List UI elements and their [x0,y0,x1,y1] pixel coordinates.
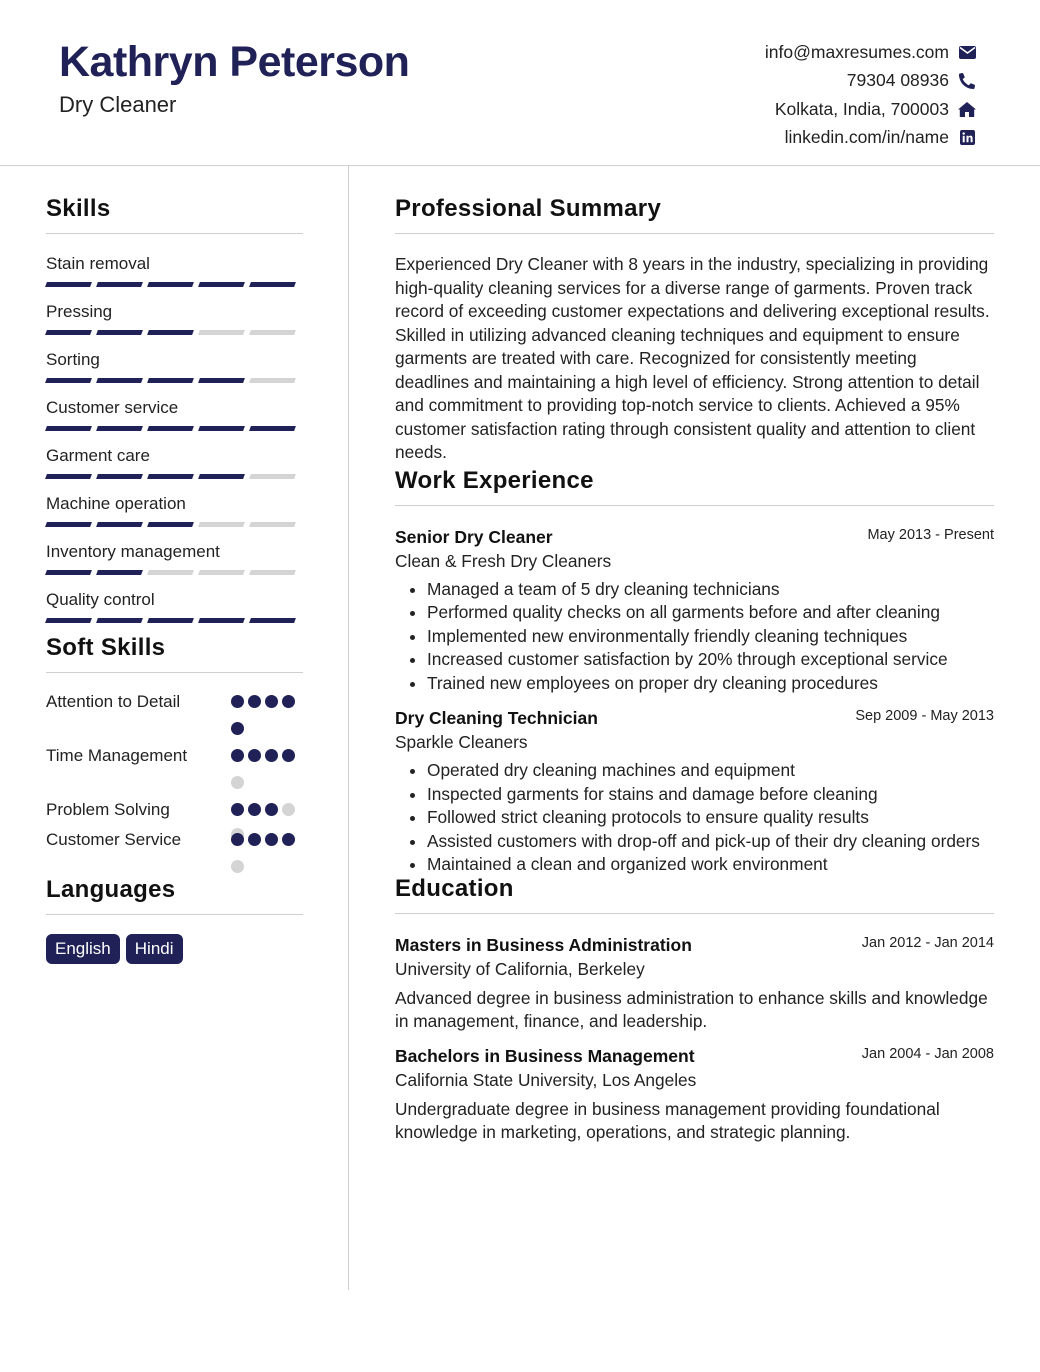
experience-list [395,525,994,877]
school-name: California State University, Los Angeles [395,1069,697,1090]
rating-dot [265,833,278,846]
skill-level-segment [249,618,296,623]
skill-level-segment [249,378,296,383]
skill-item [46,349,303,383]
skill-level-segment [147,618,194,623]
skill-level-segment [96,522,143,527]
contact-linkedin[interactable] [765,124,976,153]
skill-level-bar [46,426,303,431]
skill-level-bar [46,378,303,383]
rating-dot [231,776,244,789]
skill-level-segment [249,474,296,479]
languages-list [46,934,303,964]
skill-level-segment [198,570,245,575]
education-entry [395,1044,994,1145]
rating-dot [231,833,244,846]
rating-dot [231,749,244,762]
skill-item [46,301,303,335]
left-column [46,195,303,964]
rating-dot [248,695,261,708]
education-date: Jan 2012 - Jan 2014 [861,934,994,951]
rating-dot [265,749,278,762]
skill-item [46,253,303,287]
skill-level-bar [46,570,303,575]
education-date: Jan 2004 - Jan 2008 [861,1045,994,1062]
skill-name: Machine operation [46,494,186,513]
experience-heading: Work Experience [395,467,994,506]
skill-level-segment [249,426,296,431]
soft-skill-item [46,744,303,798]
job-company: Clean & Fresh Dry Cleaners [395,550,612,571]
phone-icon [958,72,976,90]
skills-heading: Skills [46,195,303,234]
education-heading: Education [395,875,994,914]
skill-level-segment [45,474,92,479]
right-column [395,195,994,1145]
skill-level-segment [249,570,296,575]
education-entry [395,933,994,1034]
responsibility-item: • Inspected garments for stains and damage before cleaning [427,783,994,807]
skill-level-segment [45,522,92,527]
language-badge: Hindi [126,934,183,964]
education-list [395,933,994,1145]
rating-dot [282,695,295,708]
rating-dot [282,833,295,846]
school-name: University of California, Berkeley [395,958,645,979]
education-description: Undergraduate degree in business management providing foundational knowledge in marketing, operations, and strategic planning. [395,1098,940,1142]
skill-level-segment [45,282,92,287]
resume-header [0,0,1040,166]
contact-linkedin-text[interactable]: linkedin.com/in/name [784,127,949,148]
skill-item [46,445,303,479]
job-title: Senior Dry Cleaner [395,526,553,547]
rating-dot [231,695,244,708]
skill-level-segment [45,618,92,623]
candidate-name: Kathryn Peterson [59,38,410,86]
job-date: May 2013 - Present [867,526,994,543]
soft-skill-item [46,798,303,828]
skill-level-segment [45,426,92,431]
skill-level-segment [198,378,245,383]
rating-dot [231,860,244,873]
skill-level-segment [147,426,194,431]
skill-level-segment [147,570,194,575]
education-description: Advanced degree in business administration to enhance skills and knowledge in management, finance, and leadership. [395,987,988,1031]
skill-level-segment [147,522,194,527]
skill-item [46,589,303,623]
job-entry [395,706,994,877]
soft-skill-item [46,690,303,744]
contact-list [765,38,976,152]
soft-skills-heading: Soft Skills [46,634,303,673]
soft-skill-rating [231,690,303,744]
skill-level-segment [147,474,194,479]
skill-name: Quality control [46,590,155,609]
column-divider [348,166,349,1290]
skill-level-segment [249,282,296,287]
skill-level-segment [198,330,245,335]
job-responsibilities [395,759,994,877]
rating-dot [265,695,278,708]
contact-email[interactable] [765,38,976,67]
language-badge: English [46,934,120,964]
skill-level-segment [147,330,194,335]
soft-skill-item [46,828,303,882]
rating-dot [248,803,261,816]
summary-heading: Professional Summary [395,195,994,234]
soft-skill-name: Customer Service [46,830,182,849]
job-title: Dry Cleaning Technician [395,708,598,728]
skill-level-segment [96,378,143,383]
responsibility-item: • Trained new employees on proper dry cleaning procedures [427,672,994,696]
responsibility-item: • Increased customer satisfaction by 20% through exceptional service [427,648,994,672]
skill-name: Stain removal [46,254,150,273]
contact-phone-text[interactable]: 79304 08936 [846,70,949,91]
skills-list [46,253,303,623]
skill-name: Inventory management [46,542,220,561]
responsibility-item: • Managed a team of 5 dry cleaning technicians [427,578,994,602]
skill-level-bar [46,618,303,623]
skill-name: Sorting [46,350,100,369]
skill-item [46,397,303,431]
soft-skill-rating [231,744,303,798]
responsibility-item: • Assisted customers with drop-off and pick-up of their dry cleaning orders [427,830,994,854]
skill-level-segment [45,570,92,575]
soft-skills-list [46,690,303,882]
contact-phone[interactable] [765,67,976,96]
job-entry [395,525,994,696]
candidate-role: Dry Cleaner [59,92,177,117]
skill-level-segment [96,618,143,623]
contact-address [765,95,976,124]
degree-title: Bachelors in Business Management [395,1045,695,1066]
soft-skill-name: Attention to Detail [46,692,181,711]
skill-item [46,541,303,575]
skill-level-segment [96,330,143,335]
degree-title: Masters in Business Administration [395,934,692,955]
job-responsibilities [395,578,994,696]
soft-skill-rating [231,798,303,828]
skill-level-segment [147,282,194,287]
skill-level-segment [96,282,143,287]
rating-dot [248,833,261,846]
responsibility-item: • Operated dry cleaning machines and equipment [427,759,994,783]
skill-level-segment [96,426,143,431]
contact-email-text[interactable]: info@maxresumes.com [764,41,949,62]
skill-level-segment [198,522,245,527]
contact-address-text: Kolkata, India, 700003 [774,98,949,119]
summary-text: Experienced Dry Cleaner with 8 years in the industry, specializing in providing high-quality cleaning services for a diverse range of garments. Proven track record of exceeding customer expectations and delivering exceptional results. Skilled in utilizing advanced cleaning techniques and equipment to ensure garments are treated with care. Recognized for consistently meeting deadlines and maintaining a high level of efficiency. Strong attention to detail and commitment to providing top-notch service to clients. Achieved a 95% customer satisfaction rating through consistent quality and attention to client needs. [395,254,990,462]
rating-dot [282,803,295,816]
skill-level-bar [46,330,303,335]
skill-name: Pressing [46,302,113,321]
soft-skill-name: Time Management [46,746,188,765]
skill-level-bar [46,282,303,287]
skill-level-segment [45,378,92,383]
rating-dot [231,722,244,735]
rating-dot [282,749,295,762]
skill-level-segment [249,330,296,335]
responsibility-item: • Followed strict cleaning protocols to ensure quality results [427,806,994,830]
skill-name: Customer service [46,398,179,417]
skill-level-segment [198,618,245,623]
skill-item [46,493,303,527]
rating-dot [248,749,261,762]
responsibility-item: • Maintained a clean and organized work environment [427,853,994,877]
responsibility-item: • Performed quality checks on all garments before and after cleaning [427,601,994,625]
soft-skill-name: Problem Solving [46,800,170,819]
skill-level-segment [198,474,245,479]
linkedin-icon [958,129,976,147]
job-date: Sep 2009 - May 2013 [855,708,994,724]
skill-level-bar [46,474,303,479]
skill-level-segment [96,570,143,575]
home-icon [958,100,976,118]
skill-level-segment [147,378,194,383]
envelope-icon [958,43,976,61]
responsibility-item: • Implemented new environmentally friendly cleaning techniques [427,625,994,649]
languages-heading: Languages [46,876,303,915]
skill-level-segment [198,426,245,431]
job-company: Sparkle Cleaners [395,732,528,752]
soft-skill-rating [231,828,303,882]
rating-dot [231,803,244,816]
skill-level-segment [198,282,245,287]
skill-name: Garment care [46,446,150,465]
skill-level-segment [249,522,296,527]
skill-level-segment [45,330,92,335]
rating-dot [265,803,278,816]
skill-level-bar [46,522,303,527]
skill-level-segment [96,474,143,479]
